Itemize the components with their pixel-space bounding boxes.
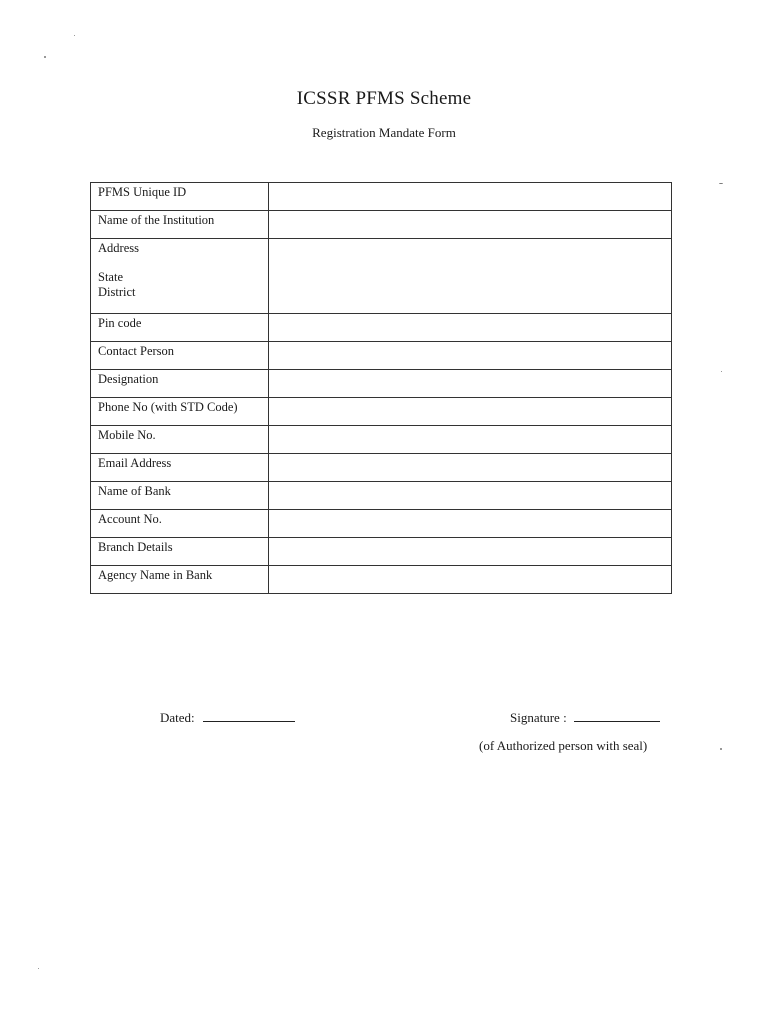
scan-speck (720, 748, 722, 750)
table-row (91, 398, 672, 426)
scan-speck (44, 56, 46, 58)
table-row (91, 183, 672, 211)
field-value-branch-details[interactable] (269, 538, 672, 566)
field-label-account-no: Account No. (91, 510, 269, 538)
field-label-phone: Phone No (with STD Code) (91, 398, 269, 426)
registration-form-table (90, 182, 672, 594)
dated-field (160, 709, 295, 726)
field-value-phone[interactable] (269, 398, 672, 426)
field-label-state: State (98, 270, 123, 284)
table-row (91, 538, 672, 566)
table-row (91, 370, 672, 398)
field-value-email[interactable] (269, 454, 672, 482)
field-label-district: District (98, 285, 136, 299)
field-value-pin-code[interactable] (269, 314, 672, 342)
label-spacer (98, 256, 262, 270)
field-label-address: Address (98, 241, 139, 255)
field-label-agency-name: Agency Name in Bank (91, 566, 269, 594)
field-label-mobile: Mobile No. (91, 426, 269, 454)
form-subtitle: Registration Mandate Form (312, 125, 456, 140)
table-row (91, 454, 672, 482)
table-row (91, 342, 672, 370)
field-value-designation[interactable] (269, 370, 672, 398)
table-row (91, 566, 672, 594)
table-row (91, 482, 672, 510)
field-value-agency-name[interactable] (269, 566, 672, 594)
table-row (91, 211, 672, 239)
form-title: ICSSR PFMS Scheme (296, 88, 472, 109)
field-value-account-no[interactable] (269, 510, 672, 538)
field-label-institution-name: Name of the Institution (91, 211, 269, 239)
scan-speck (38, 968, 39, 969)
signature-label: Signature : (510, 710, 567, 725)
field-value-bank-name[interactable] (269, 482, 672, 510)
field-value-pfms-unique-id[interactable] (269, 183, 672, 211)
field-label-pin-code: Pin code (91, 314, 269, 342)
field-label-designation: Designation (91, 370, 269, 398)
dated-label: Dated: (160, 710, 195, 725)
table-row (91, 426, 672, 454)
field-label-branch-details: Branch Details (91, 538, 269, 566)
signature-blank-line[interactable] (574, 709, 660, 722)
table-row (91, 314, 672, 342)
field-value-contact-person[interactable] (269, 342, 672, 370)
scan-speck (721, 371, 722, 372)
dated-blank-line[interactable] (203, 709, 295, 722)
signature-field (510, 709, 660, 726)
field-label-bank-name: Name of Bank (91, 482, 269, 510)
scan-speck (719, 183, 723, 184)
field-label-email: Email Address (91, 454, 269, 482)
field-label-address-group (91, 239, 269, 314)
field-value-institution-name[interactable] (269, 211, 672, 239)
field-label-pfms-unique-id: PFMS Unique ID (91, 183, 269, 211)
table-row (91, 510, 672, 538)
scan-speck (74, 35, 75, 36)
table-row (91, 239, 672, 314)
signature-note: (of Authorized person with seal) (479, 738, 648, 753)
field-label-contact-person: Contact Person (91, 342, 269, 370)
field-value-address[interactable] (269, 239, 672, 314)
field-value-mobile[interactable] (269, 426, 672, 454)
